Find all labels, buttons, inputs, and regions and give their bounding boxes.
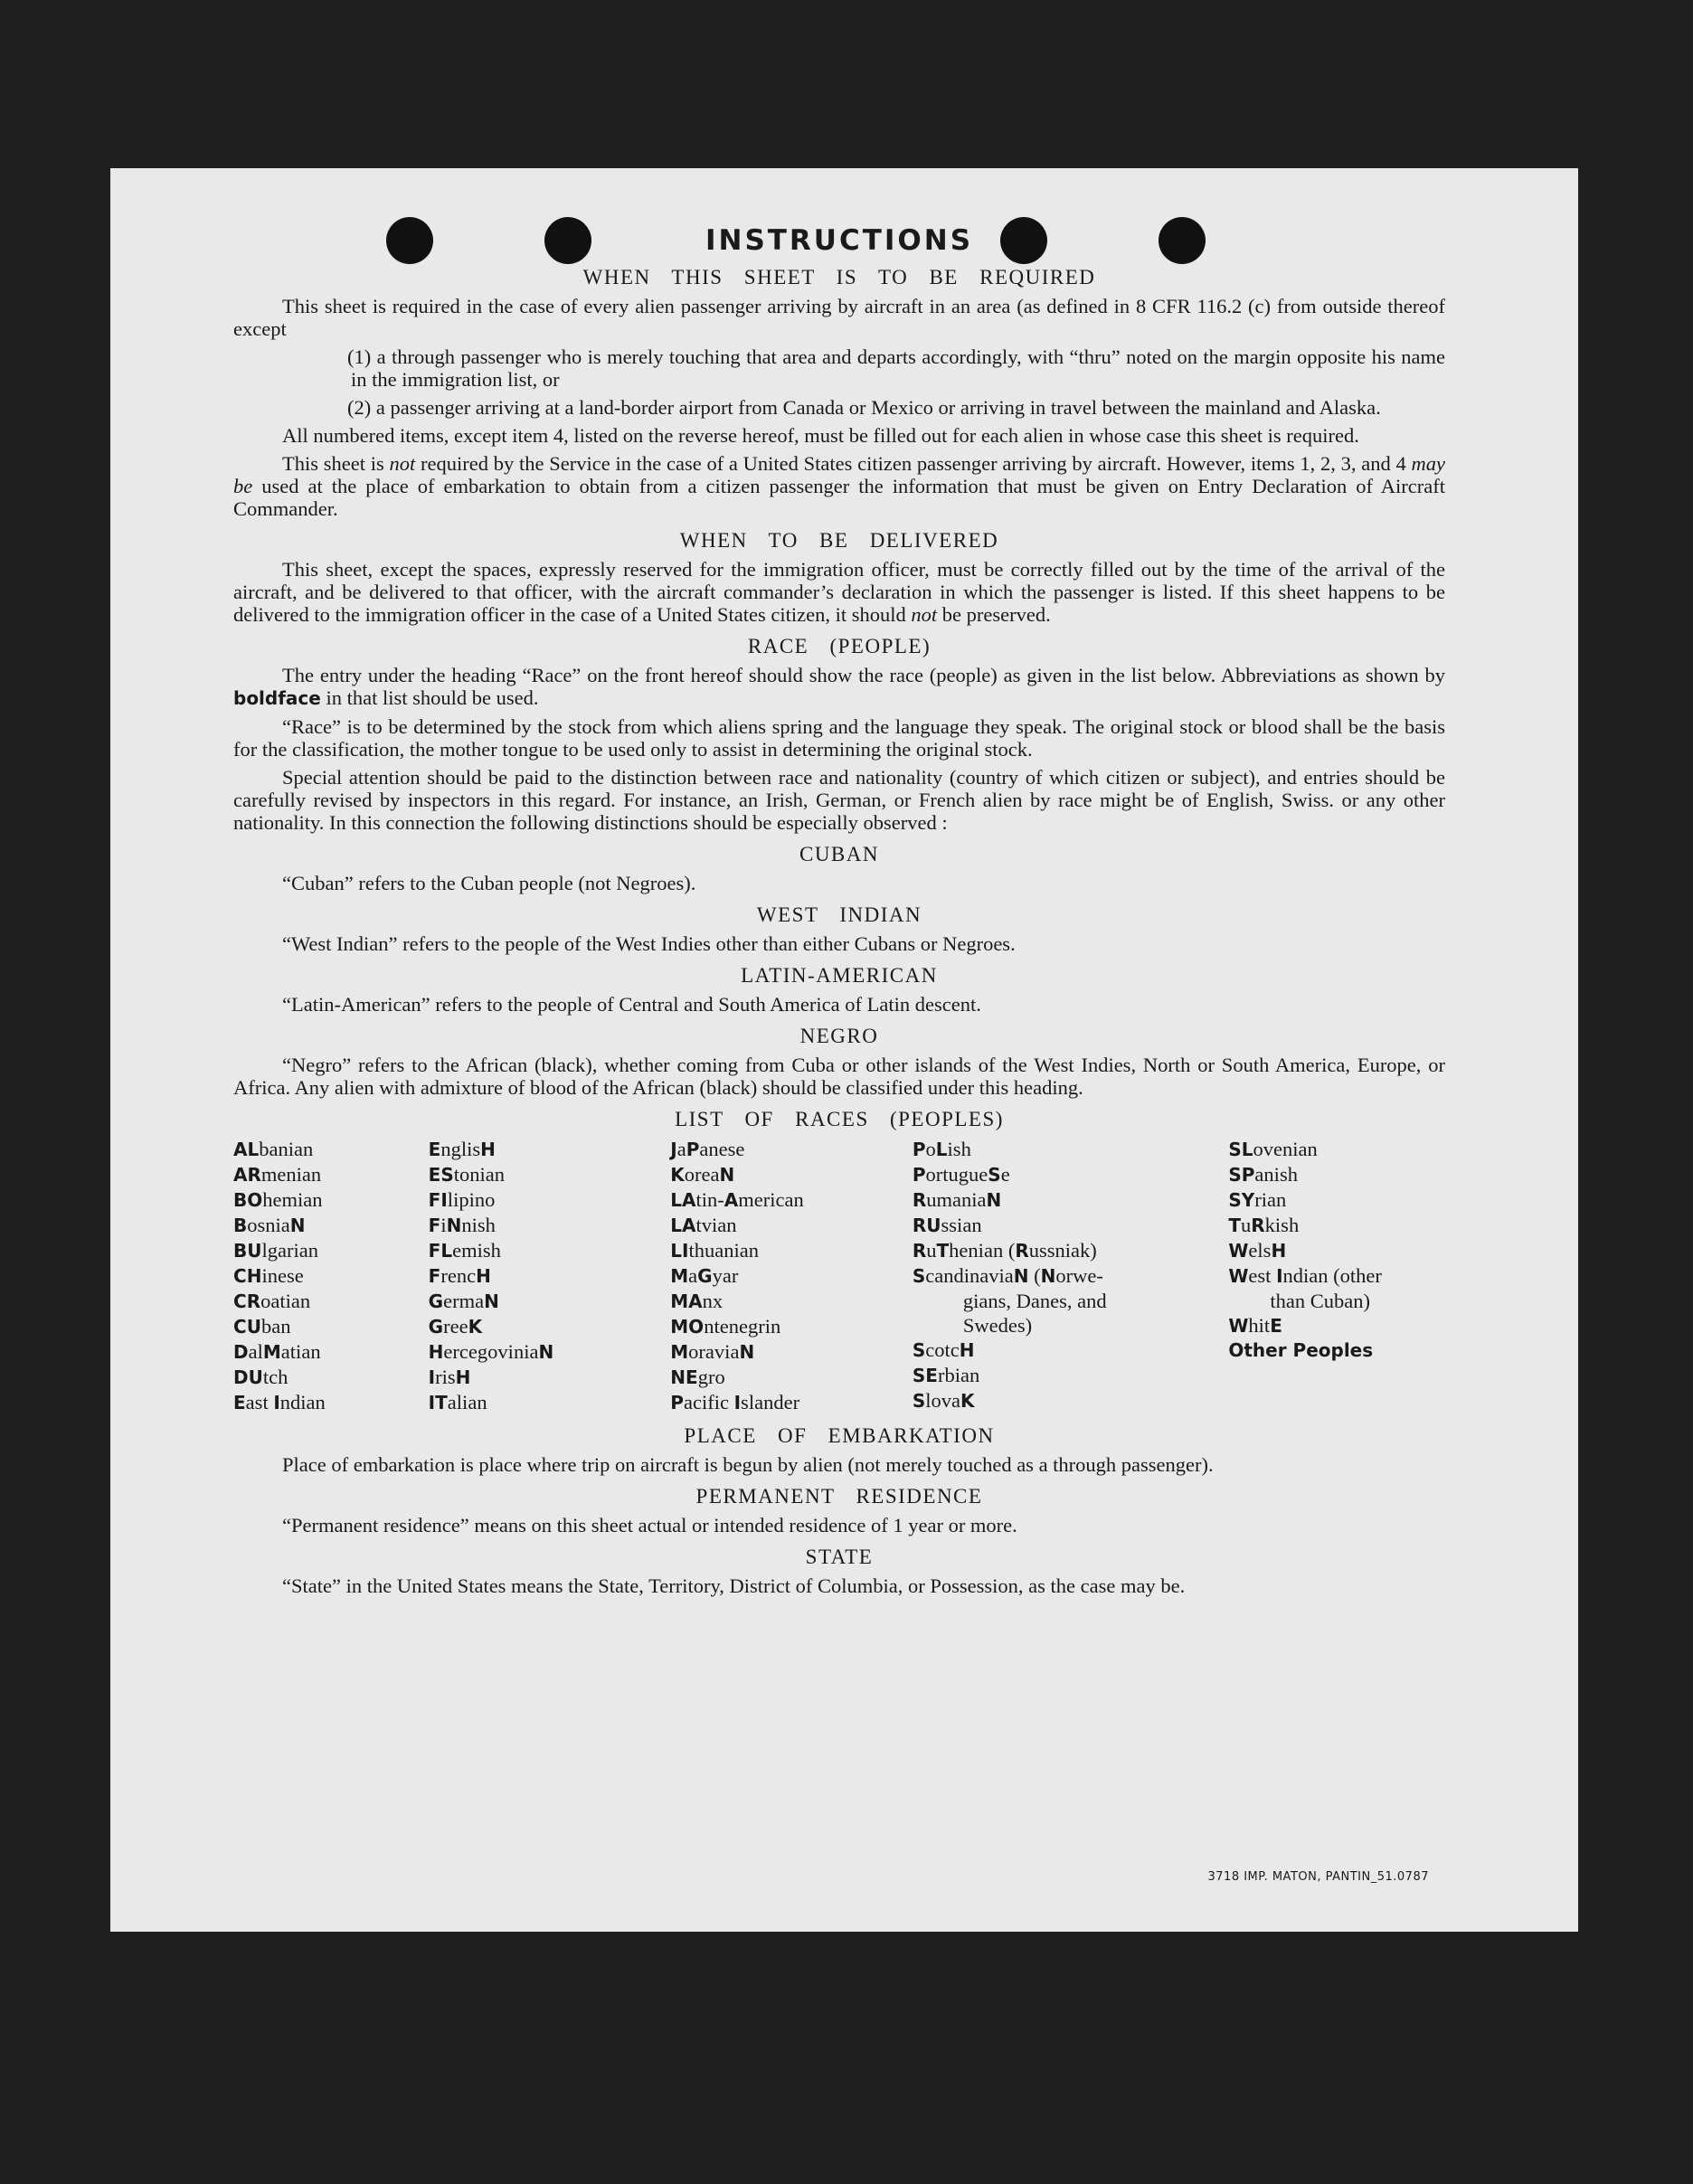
paragraph: “Cuban” refers to the Cuban people (not Negroes). <box>282 872 696 894</box>
race-item: RumaniaN <box>912 1188 1002 1211</box>
race-item: MoraviaN <box>670 1340 755 1363</box>
paragraph: “State” in the United States means the State, Territory, District of Columbia, or Possession, as the case may be. <box>282 1574 1186 1597</box>
race-item: CRoatian <box>233 1290 311 1312</box>
printer-imprint: 3718 IMP. MATON, PANTIN_51.0787 <box>1207 1870 1429 1884</box>
race-item: GermaN <box>428 1290 499 1312</box>
race-item: ALbanian <box>233 1138 314 1160</box>
race-item: FiNnish <box>428 1214 496 1236</box>
paragraph: “Race” is to be determined by the stock from which aliens spring and the language they speak. The original stock or blood shall be the basis for the classification, the mother tongue to be used only to assist in determining the original stock. <box>233 715 1445 761</box>
document-sheet <box>110 168 1578 1932</box>
races-group <box>1228 1137 1445 1263</box>
race-item-other-peoples: Other Peoples <box>1228 1339 1374 1361</box>
race-item: EnglisH <box>428 1138 496 1160</box>
paragraph: “West Indian” refers to the people of the West Indies other than either Cubans or Negroes. <box>282 932 1016 955</box>
race-item: Pacific Islander <box>670 1391 800 1413</box>
race-item <box>1228 1263 1445 1289</box>
race-item: ARmenian <box>233 1163 322 1186</box>
exception-item-1: (1) a through passenger who is merely touching that area and departs accordingly, with “thru” noted on the margin opposite his name in the immigration list, or <box>347 345 1445 391</box>
race-item: CUban <box>233 1315 291 1338</box>
race-item: TuRkish <box>1228 1214 1300 1236</box>
race-item: RuThenian (Russniak) <box>912 1239 1097 1262</box>
race-item: BosniaN <box>233 1214 306 1236</box>
race-item: CHinese <box>233 1264 304 1287</box>
race-item: LIthuanian <box>670 1239 759 1262</box>
races-group <box>913 1338 1228 1413</box>
race-item: SYrian <box>1228 1188 1287 1211</box>
race-item: ScotcH <box>912 1338 975 1361</box>
race-item: WelsH <box>1228 1239 1287 1262</box>
heading-permanent-residence: PERMANENT RESIDENCE <box>695 1485 983 1508</box>
heading-place-of-embarkation: PLACE OF EMBARKATION <box>684 1424 995 1447</box>
race-item: FrencH <box>428 1264 491 1287</box>
race-item: MaGyar <box>670 1264 739 1287</box>
paragraph: This sheet, except the spaces, expressly reserved for the immigration officer, must be correctly filled out by the time of the arrival of the aircraft, and be delivered to that officer, with the aircraft commander’s declaration in which the passenger is listed. If this sheet happens to be delivered to the immigration officer in the case of a United States citizen, it should not be preserved. <box>233 558 1445 626</box>
race-item: BOhemian <box>233 1188 323 1211</box>
race-item: East Indian <box>233 1391 326 1413</box>
race-item: DalMatian <box>233 1340 321 1363</box>
race-item: MOntenegrin <box>670 1315 781 1338</box>
race-item <box>913 1263 1228 1289</box>
paragraph: This sheet is required in the case of every alien passenger arriving by aircraft in an area (as defined in 8 CFR 116.2 (c) from outside thereof except <box>233 295 1445 340</box>
paragraph: “Permanent residence” means on this sheet actual or intended residence of 1 year or more. <box>282 1514 1017 1536</box>
races-column-2 <box>429 1137 671 1415</box>
race-item: KoreaN <box>670 1163 735 1186</box>
race-item: SlovaK <box>912 1389 975 1412</box>
instructions-content <box>233 224 1445 1603</box>
exception-item-2: (2) a passenger arriving at a land-border airport from Canada or Mexico or arriving in travel between the mainland and Alaska. <box>347 396 1381 419</box>
race-item: SErbian <box>912 1364 980 1386</box>
race-item: EStonian <box>428 1163 506 1186</box>
heading-race: RACE (PEOPLE) <box>747 635 932 657</box>
race-label: ScandinaviaN (Norwe- <box>912 1264 1103 1287</box>
races-list <box>233 1137 1445 1415</box>
heading-latin-american: LATIN-AMERICAN <box>741 964 938 987</box>
heading-list-of-races: LIST OF RACES (PEOPLES) <box>675 1108 1004 1130</box>
heading-when-delivered: WHEN TO BE DELIVERED <box>679 529 999 552</box>
race-item: BUlgarian <box>233 1239 319 1262</box>
race-item: IrisH <box>428 1366 471 1388</box>
race-label: WhitE <box>1228 1314 1282 1337</box>
race-item <box>1228 1313 1445 1338</box>
races-column-1 <box>233 1137 429 1415</box>
heading-when-required: WHEN THIS SHEET IS TO BE REQUIRED <box>582 266 1096 288</box>
race-item: LAtin-American <box>670 1188 804 1211</box>
race-item-continued: than Cuban) <box>1270 1290 1370 1312</box>
race-item: HercegoviniaN <box>428 1340 554 1363</box>
race-item: PoLish <box>912 1138 971 1160</box>
race-item-continued: gians, Danes, and <box>962 1290 1107 1312</box>
paragraph: All numbered items, except item 4, listed on the reverse hereof, must be filled out for each alien in whose case this sheet is required. <box>282 424 1359 447</box>
paragraph: Special attention should be paid to the distinction between race and nationality (country of which citizen or subject), and entries should be carefully revised by inspectors in this regard. For instance, an Irish, German, or French alien by race might be of English, Swiss. or any other nationality. In this connection the following distinctions should be especially observed : <box>233 766 1445 834</box>
race-item: SPanish <box>1228 1163 1298 1186</box>
race-item: GreeK <box>428 1315 483 1338</box>
heading-cuban: CUBAN <box>799 843 879 865</box>
race-item: ITalian <box>428 1391 487 1413</box>
race-item: NEgro <box>670 1366 725 1388</box>
race-item: PortugueSe <box>912 1163 1010 1186</box>
paragraph: “Latin-American” refers to the people of Central and South America of Latin descent. <box>282 993 981 1016</box>
race-item: JaPanese <box>670 1138 745 1160</box>
race-label: West Indian (other <box>1228 1264 1382 1287</box>
races-group <box>913 1137 1228 1263</box>
race-item: SLovenian <box>1228 1138 1318 1160</box>
races-column-4 <box>913 1137 1228 1415</box>
race-item: LAtvian <box>670 1214 737 1236</box>
heading-west-indian: WEST INDIAN <box>756 903 922 926</box>
paragraph: “Negro” refers to the African (black), whether coming from Cuba or other islands of the West Indies, North or South America, Europe, or Africa. Any alien with admixture of blood of the African (black) should be classified under this heading. <box>233 1054 1445 1099</box>
paragraph: Place of embarkation is place where trip on aircraft is begun by alien (not merely touched as a through passenger). <box>282 1453 1214 1476</box>
race-item-continued: Swedes) <box>962 1314 1033 1337</box>
race-item: FLemish <box>428 1239 501 1262</box>
race-item: FIlipino <box>428 1188 496 1211</box>
race-item: DUtch <box>233 1366 288 1388</box>
race-item: MAnx <box>670 1290 724 1312</box>
paragraph: This sheet is not required by the Service in the case of a United States citizen passenger arriving by aircraft. However, items 1, 2, 3, and 4 may be used at the place of embarkation to obtain from a citizen passenger the information that must be given on Entry Declaration of Aircraft Commander. <box>233 452 1445 520</box>
heading-state: STATE <box>805 1546 874 1568</box>
races-column-5 <box>1228 1137 1445 1415</box>
page-title: INSTRUCTIONS <box>705 224 974 257</box>
races-column-3 <box>670 1137 913 1415</box>
paragraph: The entry under the heading “Race” on the front hereof should show the race (people) as given in the list below. Abbreviations as shown by boldface in that list should be used. <box>233 664 1445 709</box>
race-item: RUssian <box>912 1214 982 1236</box>
heading-negro: NEGRO <box>799 1025 879 1047</box>
